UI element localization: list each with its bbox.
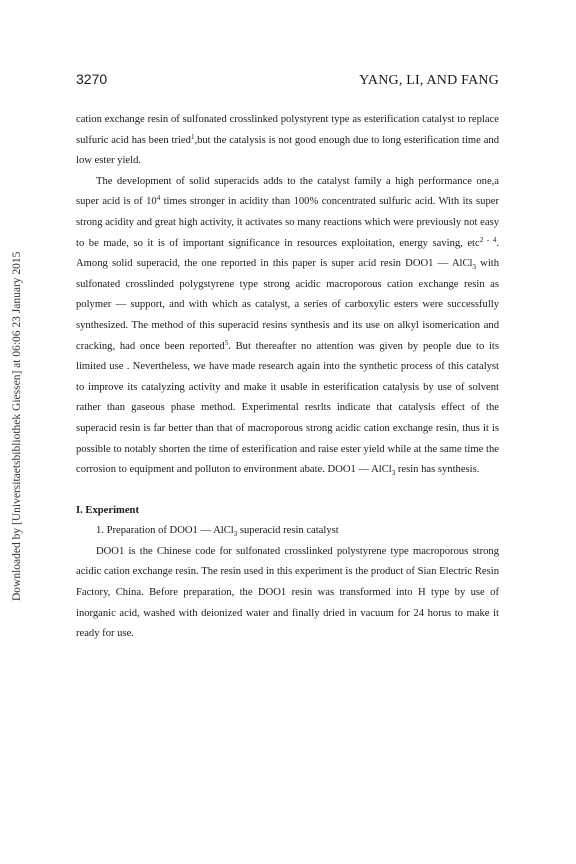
article-body (76, 110, 499, 645)
text-run: . Among solid superacid, the one reported in this paper is super acid resin DOO1 — AlCl (76, 237, 499, 270)
running-head: YANG, LI, AND FANG (359, 73, 499, 88)
paragraph-development (76, 172, 499, 481)
text-run: 1. Preparation of DOO1 — AlCl (96, 525, 234, 537)
subsection-heading (76, 521, 499, 542)
page-number: 3270 (76, 71, 108, 87)
text-run: resin has synthesis. (395, 464, 480, 476)
text-run: ,but the catalysis is not good enough due to long esterification time and low ester yield. (76, 134, 499, 167)
subscript: 3 (391, 469, 396, 478)
text-run: superacid resin catalyst (237, 525, 339, 537)
download-margin-note: Downloaded by [Universitaetsbibliothek Giessen] at 06:06 23 January 2015 (11, 251, 23, 601)
citation-ref: 1 (190, 132, 195, 141)
subscript: 3 (472, 263, 476, 272)
text-run: times stronger in acidity than 100% concentrated sulfuric acid. With its super strong acidity and great high activity, it activates so many reactions which were previously not easy to be made, so it is of important significance in resources exploitation, energy saving, etc (76, 196, 499, 249)
paragraph-preparation: DOO1 is the Chinese code for sulfonated crosslinked polystyrene type macroporous strong acidic cation exchange resin. The resin used in this experiment is the product of Sian Electric Resin Factory, China. Before preparation, the DOO1 resin was transformed into H type by use of inorganic acid, washed with deionized water and finally dried in vacuum for 24 horus to make it ready for use. (76, 545, 499, 640)
paragraph-continuation (76, 110, 499, 172)
text-run: The development of solid superacids adds to the catalyst family a high performance one,a super acid is of 10 (76, 175, 499, 208)
subscript: 3 (233, 530, 238, 539)
text-run: cation exchange resin of sulfonated crosslinked polystyrent type as esterification catalyst to replace sulfuric acid has been tried (76, 114, 499, 146)
page-header (76, 71, 499, 89)
text-run: with sulfonated crosslinded polygstyrene type strong acidic macroporous cation exchange resin as polymer — support, and with which as catalyst, a series of carboxylic esters were successfully synthesized. The method of this superacid resins synthesis and its use on alkyl isomerication and cracking, had once been reported (76, 258, 500, 352)
exponent: 4 (156, 194, 161, 203)
citation-ref: 2 - 4 (479, 235, 497, 244)
citation-ref: 5 (224, 338, 229, 347)
section-heading: I. Experiment (76, 504, 139, 516)
text-run: . But thereafter no attention was given by people due to its limited use . Nevertheless, we have made research again into the synthetic process of this catalyst to improve its catalyzing activity and make it usable in esterification catalysis by use of solvent rather than gaseous phase method. Experimental resrlts indicate that catalysis effect of the superacid resin is far better than that of macroporous strong acidic cation exchange resin, thus it is possible to notably shorten the time of esterification and raise ester yield while at the same time the corrosion to equipment and polluton to environment abate. DOO1 — AlCl (76, 340, 500, 476)
